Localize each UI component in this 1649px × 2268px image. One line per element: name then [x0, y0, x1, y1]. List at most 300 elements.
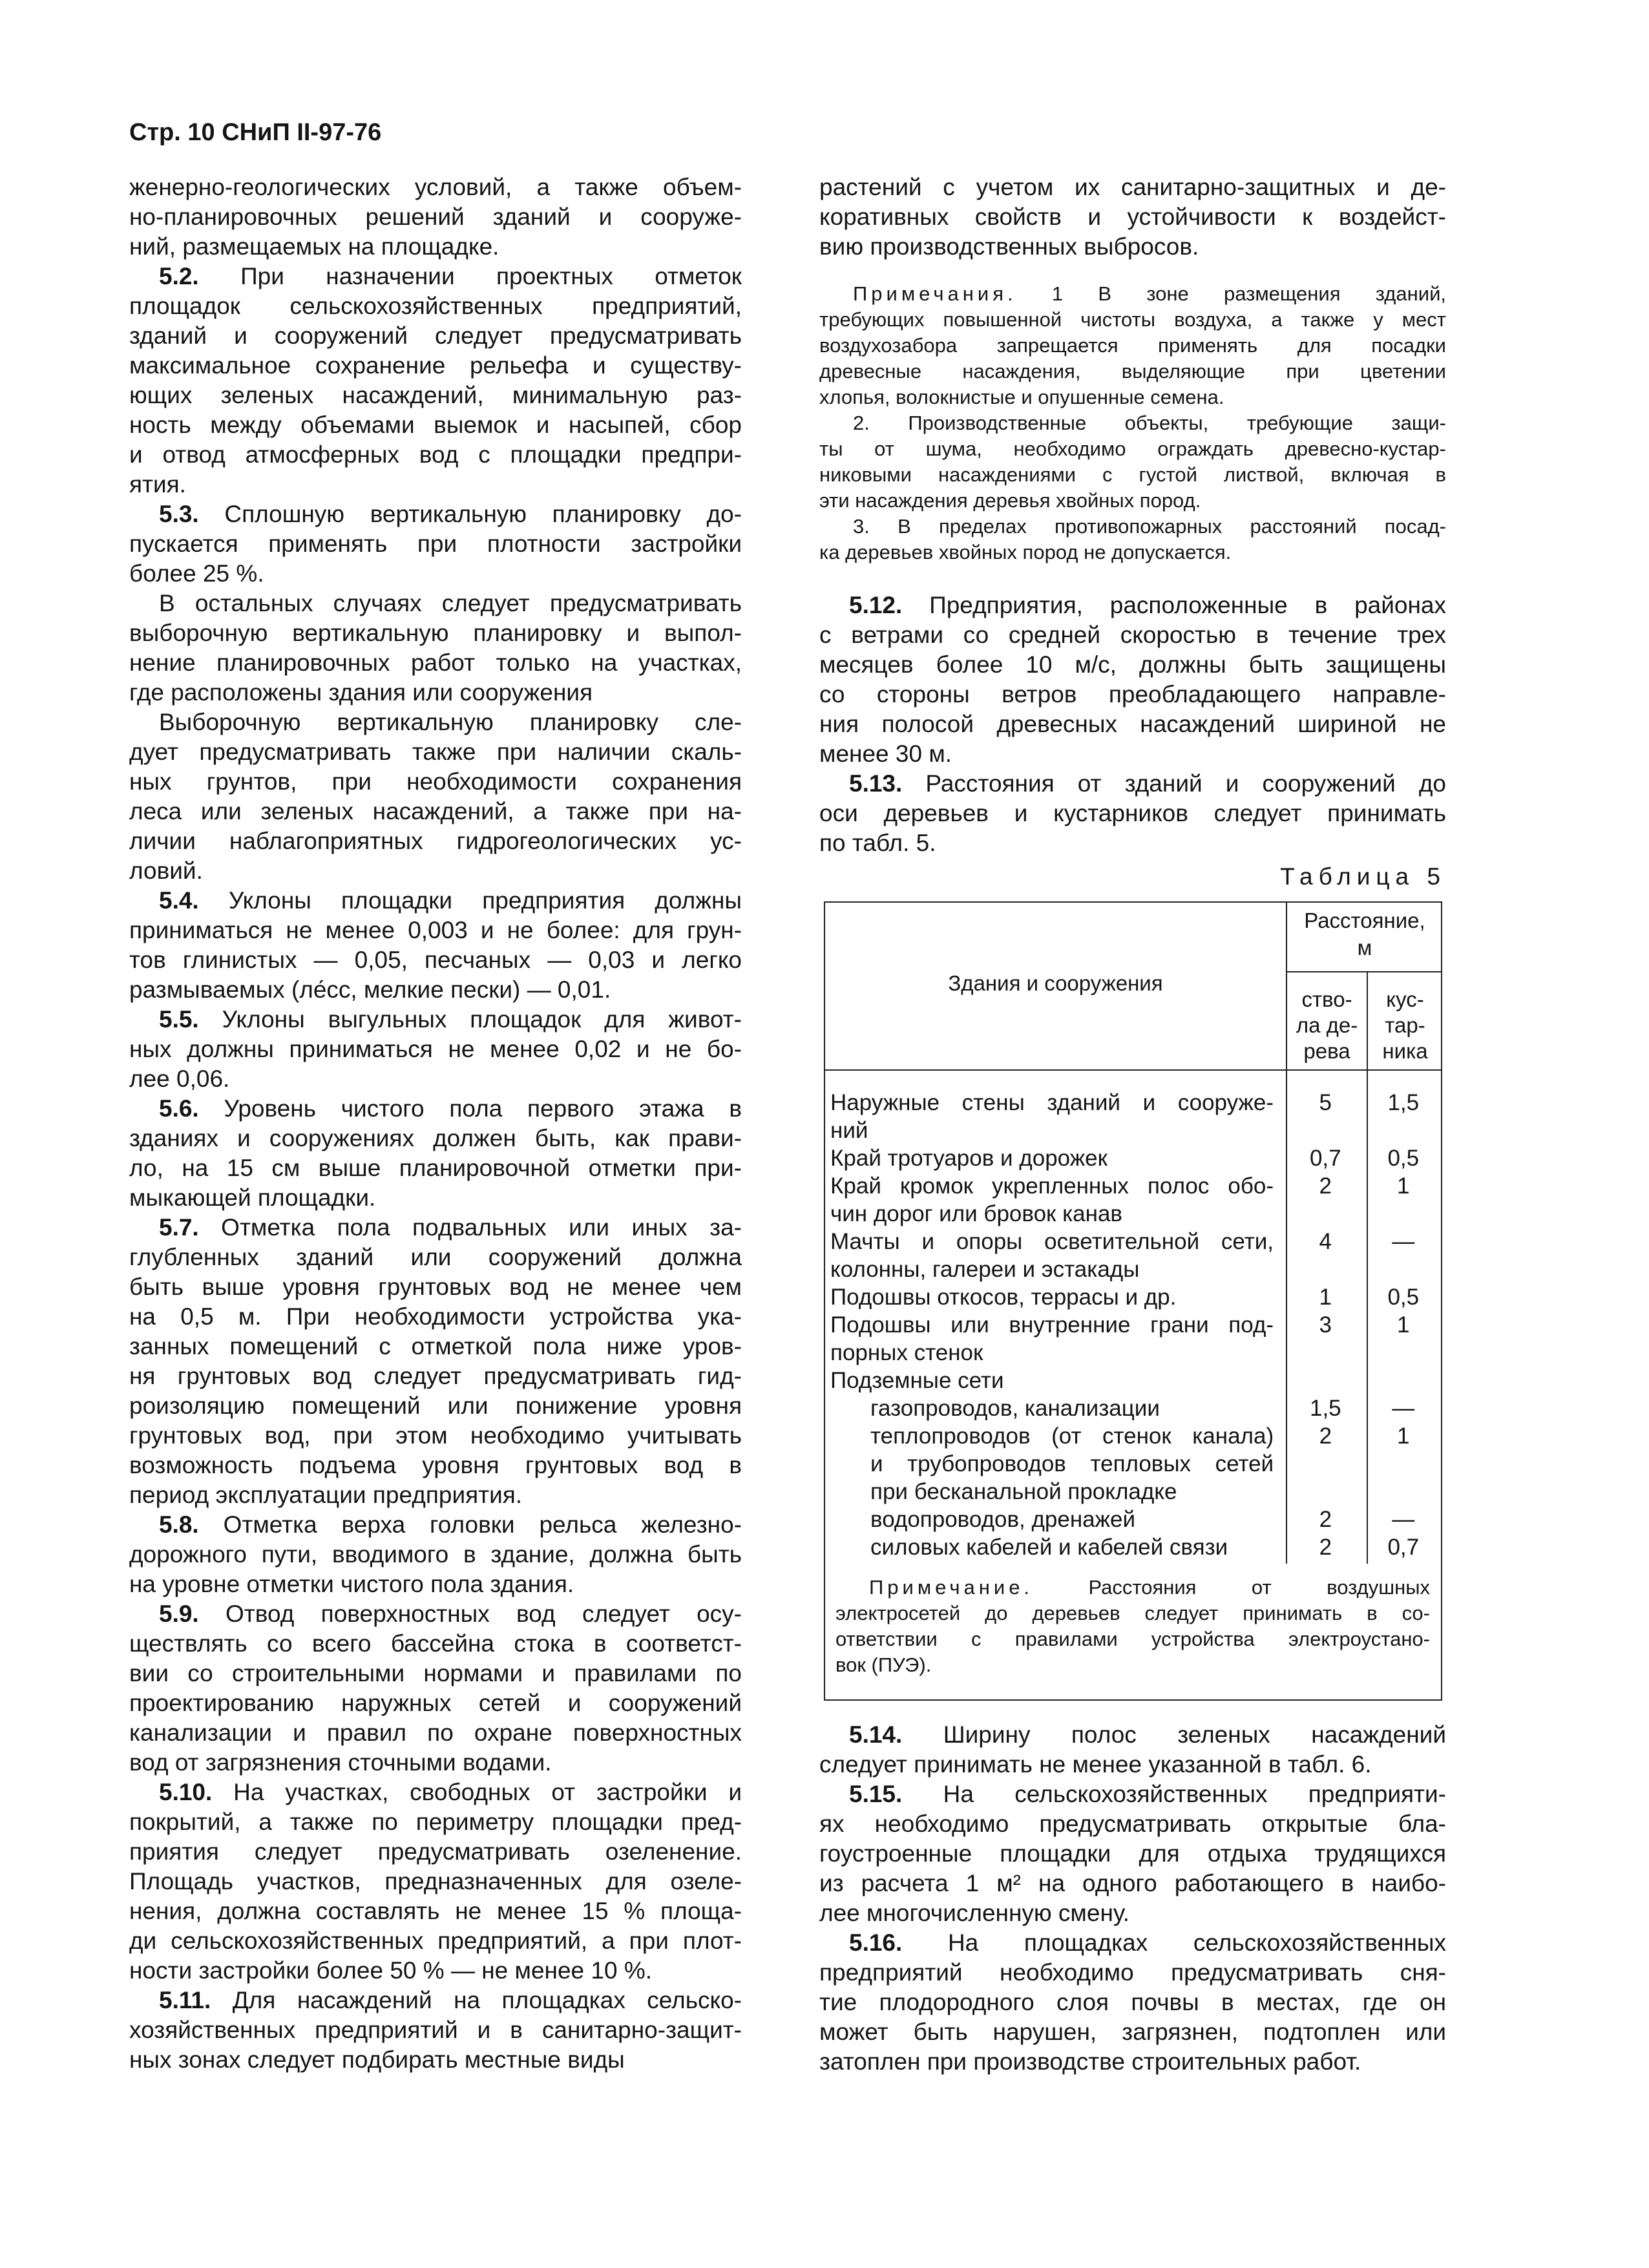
left-column	[129, 173, 742, 2075]
line-text: На сельскохозяйственных предприяти-	[902, 1781, 1446, 1807]
text-line	[835, 1626, 1430, 1652]
notes-block	[819, 281, 1446, 565]
line-text: дует предусматривать также при наличии скаль-	[129, 739, 742, 765]
text-line	[129, 678, 742, 708]
text-line	[129, 589, 742, 618]
text-line	[819, 540, 1446, 565]
text-line	[129, 826, 742, 856]
line-text: мыкающей площадки.	[129, 1184, 376, 1211]
text-line	[819, 1988, 1446, 2017]
line-text: хозяйственных предприятий и в санитарно-защит-	[129, 2017, 742, 2043]
line-text: ди сельскохозяйственных предприятий, а при плот-	[129, 1927, 742, 1954]
clause-5-12	[819, 591, 1446, 769]
text-line	[129, 1034, 742, 1064]
line-text: Уровень чистого пола первого этажа в	[198, 1095, 742, 1122]
text-line	[129, 410, 742, 440]
line-text: При назначении проектных отметок	[198, 263, 742, 289]
line-text: вию производственных выбросов.	[819, 233, 1199, 260]
text-line	[129, 1243, 742, 1272]
text-line	[129, 737, 742, 767]
table-row	[825, 1367, 1441, 1394]
line-text: менее 30 м.	[819, 740, 952, 767]
note-label: Примечание.	[869, 1576, 1034, 1599]
text-line	[129, 2015, 742, 2045]
table-caption: Таблица 5	[1280, 863, 1446, 890]
table-row-name	[825, 1311, 1279, 1367]
column-header-tree-line: ла де-	[1296, 1013, 1358, 1037]
table-value-shrub: 0,5	[1387, 1146, 1420, 1171]
text-line	[129, 856, 742, 886]
table-value-shrub: 1	[1397, 1173, 1410, 1199]
table-row	[825, 1228, 1441, 1283]
table-row-name	[825, 1228, 1279, 1283]
line-text: ности застройки более 50 % — не менее 10 %.	[129, 1957, 653, 1984]
line-text: 3. В пределах противопожарных расстояний посад-	[853, 515, 1446, 538]
text-line	[819, 281, 1446, 307]
table-row-name-line: чин дорог или бровок канав	[830, 1201, 1123, 1226]
column-header-tree-line: рева	[1303, 1039, 1350, 1063]
text-line	[129, 1540, 742, 1570]
clause-5-11	[129, 1986, 742, 2075]
text-line	[819, 333, 1446, 359]
text-line	[819, 173, 1446, 202]
table-value-tree: 5	[1319, 1090, 1332, 1115]
line-text: занных помещений с отметкой пола ниже уров-	[129, 1333, 742, 1360]
text-line	[819, 799, 1446, 828]
table-row-name-line: газопроводов, канализации	[870, 1396, 1160, 1421]
line-text: лее многочисленную смену.	[819, 1900, 1129, 1926]
clause-5-4	[129, 886, 742, 1005]
table-body	[825, 1089, 1441, 1561]
line-text: Сплошную вертикальную планировку до-	[198, 501, 742, 527]
table-row	[825, 1089, 1441, 1144]
text-line	[129, 1480, 742, 1510]
line-text: ность между объемами выемок и насыпей, сбор	[129, 412, 742, 438]
text-line	[819, 2047, 1446, 2077]
line-text: быть выше уровня грунтовых вод не менее чем	[129, 1274, 742, 1300]
table-value-shrub: —	[1392, 1507, 1415, 1532]
line-text: зданиях и сооружениях должен быть, как прави-	[129, 1125, 742, 1151]
line-text: 2. Производственные объекты, требующие защи-	[853, 412, 1446, 434]
clause-5-6	[129, 1094, 742, 1213]
line-text: ка деревьев хвойных пород не допускается.	[819, 541, 1232, 563]
table-row-name	[825, 1144, 1279, 1172]
text-line	[129, 202, 742, 232]
line-text: ты от шума, необходимо ограждать древесно-кустар-	[819, 437, 1446, 460]
table-value-shrub: 1	[1397, 1312, 1410, 1338]
column-header-distance	[1287, 907, 1442, 961]
line-text: ня грунтовых вод следует предусматривать гид-	[129, 1363, 742, 1389]
text-line	[129, 1867, 742, 1896]
right-column-middle	[819, 591, 1446, 858]
right-column-top	[819, 173, 1446, 262]
line-text: никовыми насаждениями с густой листвой, включая в	[819, 463, 1446, 486]
text-line	[129, 1570, 742, 1599]
table-row-name-line: теплопроводов (от стенок канала)	[870, 1423, 1274, 1449]
table-row-name-line: Край кромок укрепленных полос обо-	[830, 1173, 1274, 1199]
text-line	[819, 769, 1446, 799]
table-value-shrub	[1366, 1367, 1442, 1394]
table-row-name	[825, 1089, 1279, 1144]
clause-number: 5.16.	[849, 1929, 903, 1956]
line-text: Расстояния от зданий и сооружений до	[902, 770, 1446, 797]
line-text: приниматься не менее 0,003 и не более: для грун-	[129, 917, 742, 943]
text-line	[819, 2017, 1446, 2047]
line-text: со стороны ветров преобладающего направле-	[819, 681, 1446, 708]
clause-number: 5.5.	[159, 1006, 199, 1033]
text-line	[819, 739, 1446, 769]
line-text: ных должны приниматься не менее 0,02 и не бо-	[129, 1036, 742, 1062]
line-text: зданий и сооружений следует предусматривать	[129, 322, 742, 349]
line-text: ных грунтов, при необходимости сохранения	[129, 768, 742, 795]
line-text: древесные насаждения, выделяющие при цветении	[819, 360, 1446, 383]
text-line	[129, 1391, 742, 1421]
text-line	[129, 1183, 742, 1213]
text-line	[129, 1510, 742, 1540]
line-text: приятия следует предусматривать озеленение.	[129, 1838, 742, 1865]
table-row-name-line: Наружные стены зданий и сооруже-	[830, 1090, 1274, 1115]
line-text: нение планировочных работ только на участках,	[129, 649, 742, 676]
text-line	[819, 384, 1446, 410]
table-row-name-line: и трубопроводов тепловых сетей	[870, 1451, 1274, 1476]
text-line	[129, 1986, 742, 2015]
text-line	[129, 1718, 742, 1748]
line-text: более 25 %.	[129, 560, 264, 587]
column-header-shrub-line: тар-	[1385, 1013, 1425, 1037]
clause-number: 5.14.	[849, 1721, 903, 1748]
table-row-name-line: Край тротуаров и дорожек	[830, 1146, 1108, 1171]
clause-number: 5.4.	[159, 887, 199, 914]
column-header-tree-line: ство-	[1301, 987, 1352, 1011]
table-value-tree: 1,5	[1309, 1396, 1341, 1421]
table-value-tree: 2	[1319, 1423, 1332, 1449]
text-line	[129, 321, 742, 351]
text-line	[129, 232, 742, 262]
line-text: Уклоны площадки предприятия должны	[198, 887, 742, 914]
text-line	[129, 1213, 742, 1243]
text-line	[129, 1302, 742, 1332]
column-header-shrub	[1368, 987, 1442, 1064]
text-line	[819, 202, 1446, 232]
line-text: ющих зеленых насаждений, минимальную раз-	[129, 382, 742, 408]
text-line	[129, 1896, 742, 1926]
text-line	[819, 1809, 1446, 1839]
text-line	[129, 1778, 742, 1807]
text-line	[129, 1599, 742, 1629]
column-header-tree	[1287, 987, 1367, 1064]
line-text: вод от загрязнения сточными водами.	[129, 1749, 552, 1776]
table-row-name-line: водопроводов, дренажей	[870, 1507, 1136, 1532]
line-text: женерно-геологических условий, а также объем-	[129, 174, 742, 200]
table-row-name	[825, 1172, 1279, 1228]
text-line	[129, 1956, 742, 1986]
text-line	[819, 1958, 1446, 1988]
table-row	[825, 1394, 1441, 1422]
line-text: вии со строительными нормами и правилами по	[129, 1660, 742, 1686]
line-text: Предприятия, расположенные в районах	[902, 592, 1446, 618]
line-text: личии наблагоприятных гидрогеологических ус-	[129, 828, 742, 854]
paragraph	[129, 589, 742, 708]
table-value-tree: 2	[1319, 1507, 1332, 1532]
line-text: роизоляцию помещений или понижение уровня	[129, 1392, 742, 1419]
column-header-distance-unit: м	[1357, 936, 1372, 960]
text-line	[129, 351, 742, 381]
clause-5-15	[819, 1780, 1446, 1928]
table-row-name-line: Подошвы или внутренние грани под-	[830, 1312, 1274, 1338]
clause-number: 5.12.	[849, 592, 903, 618]
text-line	[129, 499, 742, 529]
paragraph	[819, 173, 1446, 262]
table-row-name-line: Подошвы откосов, террасы и др.	[830, 1285, 1177, 1310]
column-header-shrub-line: ника	[1382, 1039, 1428, 1063]
table-row-name-line: при бесканальной прокладке	[870, 1479, 1177, 1504]
text-line	[129, 1659, 742, 1688]
text-line	[129, 1837, 742, 1867]
line-text: покрытий, а также по периметру площадки пред-	[129, 1809, 742, 1835]
text-line	[129, 470, 742, 499]
paragraph	[129, 708, 742, 886]
line-text: может быть нарушен, загрязнен, подтоплен или	[819, 2019, 1446, 2045]
line-text: электросетей до деревьев следует принимать в со-	[835, 1602, 1430, 1624]
table-row-name	[825, 1422, 1279, 1506]
text-line	[129, 618, 742, 648]
text-line	[129, 1064, 742, 1094]
line-text: нения, должна составлять не менее 15 % площа-	[129, 1898, 742, 1924]
text-line	[819, 1839, 1446, 1869]
table-row-name	[825, 1367, 1279, 1394]
line-text: Отметка пола подвальных или иных за-	[198, 1214, 742, 1241]
line-text: гоустроенные площадки для отдыха трудящихся	[819, 1840, 1446, 1867]
text-line	[819, 359, 1446, 384]
line-text: из расчета 1 м² на одного работающего в наибо-	[819, 1870, 1446, 1896]
text-line	[129, 797, 742, 826]
text-line	[129, 708, 742, 737]
text-line	[129, 1332, 742, 1361]
text-line	[129, 945, 742, 975]
line-text: Расстояния от воздушных	[1033, 1576, 1430, 1599]
text-line	[819, 232, 1446, 262]
table-row-name-line: колонны, галереи и эстакады	[830, 1257, 1140, 1282]
line-text: эти насаждения деревья хвойных пород.	[819, 489, 1201, 512]
table-row-name	[825, 1283, 1279, 1311]
line-text: Уклоны выгульных площадок для живот-	[198, 1006, 742, 1033]
table-value-tree	[1285, 1367, 1365, 1394]
line-text: оси деревьев и кустарников следует принимать	[819, 800, 1446, 826]
clause-number: 5.3.	[159, 501, 199, 527]
line-text: на уровне отметки чистого пола здания.	[129, 1571, 574, 1597]
text-line	[835, 1652, 1430, 1678]
line-text: площадок сельскохозяйственных предприятий,	[129, 293, 742, 319]
line-text: канализации и правил по охране поверхностных	[129, 1719, 742, 1746]
line-text: предприятий необходимо предусматривать сня-	[819, 1959, 1446, 1986]
line-text: следует принимать не менее указанной в табл. 6.	[819, 1751, 1372, 1778]
line-text: Отвод поверхностных вод следует осу-	[198, 1601, 742, 1627]
paragraph	[129, 173, 742, 262]
text-line	[129, 262, 742, 291]
clause-5-3	[129, 499, 742, 589]
line-text: леса или зеленых насаждений, а также при на-	[129, 798, 742, 824]
line-text: тов глинистых — 0,05, песчаных — 0,03 и легко	[129, 947, 742, 973]
table-rule-subheader	[1286, 971, 1442, 972]
right-column-bottom	[819, 1720, 1446, 2077]
line-text: ло, на 15 см выше планировочной отметки при-	[129, 1155, 742, 1181]
line-text: Выборочную вертикальную планировку сле-	[159, 709, 742, 735]
line-text: по табл. 5.	[819, 830, 936, 856]
text-line	[819, 591, 1446, 620]
table-row-name-line: Подземные сети	[830, 1368, 1004, 1393]
text-line	[129, 559, 742, 589]
line-text: затоплен при производстве строительных работ.	[819, 2048, 1361, 2075]
table-value-tree: 0,7	[1309, 1146, 1341, 1171]
text-line	[819, 436, 1446, 462]
text-line	[129, 1124, 742, 1153]
clause-5-9	[129, 1599, 742, 1778]
line-text: ловий.	[129, 857, 203, 884]
table-row-name	[825, 1533, 1279, 1561]
text-line	[129, 440, 742, 470]
line-text: требующих повышенной чистоты воздуха, а также у мест	[819, 308, 1446, 331]
clause-number: 5.15.	[849, 1781, 903, 1807]
table-row-name	[825, 1506, 1279, 1533]
line-text: максимальное сохранение рельефа и существу-	[129, 352, 742, 379]
text-line	[129, 1153, 742, 1183]
table-value-shrub: —	[1392, 1396, 1415, 1421]
text-line	[129, 1421, 742, 1451]
text-line	[129, 1272, 742, 1302]
text-line	[129, 1005, 742, 1034]
text-line	[819, 1928, 1446, 1958]
text-line	[819, 410, 1446, 436]
line-text: растений с учетом их санитарно-защитных и де-	[819, 174, 1446, 200]
clause-5-16	[819, 1928, 1446, 2077]
clause-5-7	[129, 1213, 742, 1510]
table-value-shrub: 1	[1397, 1423, 1410, 1449]
line-text: где расположены здания или сооружения	[129, 679, 593, 706]
text-line	[129, 1361, 742, 1391]
text-line	[819, 1750, 1446, 1780]
line-text: 1 В зоне размещения зданий,	[1016, 282, 1446, 305]
clause-number: 5.6.	[159, 1095, 199, 1122]
line-text: но-планировочных решений зданий и сооруже-	[129, 204, 742, 230]
text-line	[835, 1601, 1430, 1626]
clause-5-5	[129, 1005, 742, 1094]
text-line	[129, 648, 742, 678]
note-label: Примечания.	[853, 282, 1017, 305]
line-text: период эксплуатации предприятия.	[129, 1482, 523, 1508]
paragraph	[819, 514, 1446, 565]
clause-5-14	[819, 1720, 1446, 1780]
text-line	[819, 514, 1446, 540]
text-line	[819, 680, 1446, 709]
table-value-tree: 1	[1319, 1285, 1332, 1310]
text-line	[819, 620, 1446, 650]
table-row	[825, 1144, 1441, 1172]
clause-number: 5.13.	[849, 770, 903, 797]
text-line	[129, 886, 742, 916]
text-line	[129, 916, 742, 945]
table-value-tree: 2	[1319, 1535, 1332, 1560]
table-row	[825, 1311, 1441, 1367]
table-row-name-line: Мачты и опоры осветительной сети,	[830, 1229, 1274, 1254]
line-text: проектированию наружных сетей и сооружений	[129, 1690, 742, 1716]
clause-number: 5.2.	[159, 263, 199, 289]
text-line	[129, 291, 742, 321]
table-value-tree: 4	[1319, 1229, 1332, 1254]
text-line	[835, 1575, 1430, 1601]
text-line	[129, 767, 742, 797]
text-line	[129, 2045, 742, 2075]
line-text: и отвод атмосферных вод с площадки предпри-	[129, 441, 742, 468]
table-rule-header-bottom	[825, 1069, 1441, 1071]
line-text: глубленных зданий или сооружений должна	[129, 1244, 742, 1270]
line-text: ях необходимо предусматривать открытые бла-	[819, 1811, 1446, 1837]
page-header: Стр. 10 СНиП II-97-76	[129, 119, 382, 146]
line-text: дорожного пути, вводимого в здание, должна быть	[129, 1541, 742, 1568]
table-row-name-line: ний	[830, 1118, 868, 1143]
line-text: воздухозабора запрещается применять для посадки	[819, 334, 1446, 357]
line-text: месяцев более 10 м/с, должны быть защищены	[819, 651, 1446, 678]
text-line	[129, 529, 742, 559]
text-line	[819, 1898, 1446, 1928]
text-line	[819, 307, 1446, 333]
table-row-name-line: порных стенок	[830, 1340, 983, 1365]
line-text: Ширину полос зеленых насаждений	[902, 1721, 1446, 1748]
line-text: Отметка верха головки рельса железно-	[198, 1511, 742, 1538]
line-text: с ветрами со средней скоростью в течение трех	[819, 622, 1446, 648]
text-line	[819, 1869, 1446, 1898]
table-value-shrub: —	[1392, 1229, 1415, 1254]
table-row	[825, 1506, 1441, 1533]
table-row-name	[825, 1394, 1279, 1422]
line-text: коративных свойств и устойчивости к воздейст-	[819, 204, 1446, 230]
text-line	[129, 1629, 742, 1659]
column-header-shrub-line: кус-	[1386, 987, 1424, 1011]
clause-5-2	[129, 262, 742, 499]
clause-number: 5.10.	[159, 1779, 213, 1805]
line-text: размываемых (ле́сс, мелкие пески) — 0,01.	[129, 976, 611, 1003]
text-line	[129, 1451, 742, 1480]
table-row	[825, 1533, 1441, 1561]
text-line	[129, 173, 742, 202]
table-row	[825, 1172, 1441, 1228]
line-text: пускается применять при плотности застройки	[129, 530, 742, 557]
clause-5-8	[129, 1510, 742, 1599]
line-text: грунтовых вод, при этом необходимо учитывать	[129, 1422, 742, 1449]
table-value-shrub: 0,7	[1387, 1535, 1420, 1560]
paragraph	[819, 410, 1446, 514]
table-note	[835, 1575, 1430, 1678]
table-value-tree: 3	[1319, 1312, 1332, 1338]
text-line	[819, 1720, 1446, 1750]
line-text: вок (ПУЭ).	[835, 1654, 932, 1676]
line-text: ятия.	[129, 471, 186, 498]
text-line	[819, 488, 1446, 514]
text-line	[129, 975, 742, 1005]
line-text: ний, размещаемых на площадке.	[129, 233, 499, 260]
text-line	[819, 1780, 1446, 1809]
line-text: ния полосой древесных насаждений шириной не	[819, 711, 1446, 737]
clause-number: 5.9.	[159, 1601, 199, 1627]
column-header-distance-line: Расстояние,	[1304, 908, 1425, 932]
line-text: ных зонах следует подбирать местные виды	[129, 2046, 625, 2073]
line-text: На участках, свободных от застройки и	[212, 1779, 742, 1805]
table-value-tree: 2	[1319, 1173, 1332, 1199]
clause-number: 5.11.	[159, 1987, 211, 2013]
clause-5-13	[819, 769, 1446, 858]
line-text: Площадь участков, предназначенных для озеле-	[129, 1868, 742, 1895]
table-row	[825, 1283, 1441, 1311]
line-text: Для насаждений на площадках сельско-	[211, 1987, 742, 2013]
